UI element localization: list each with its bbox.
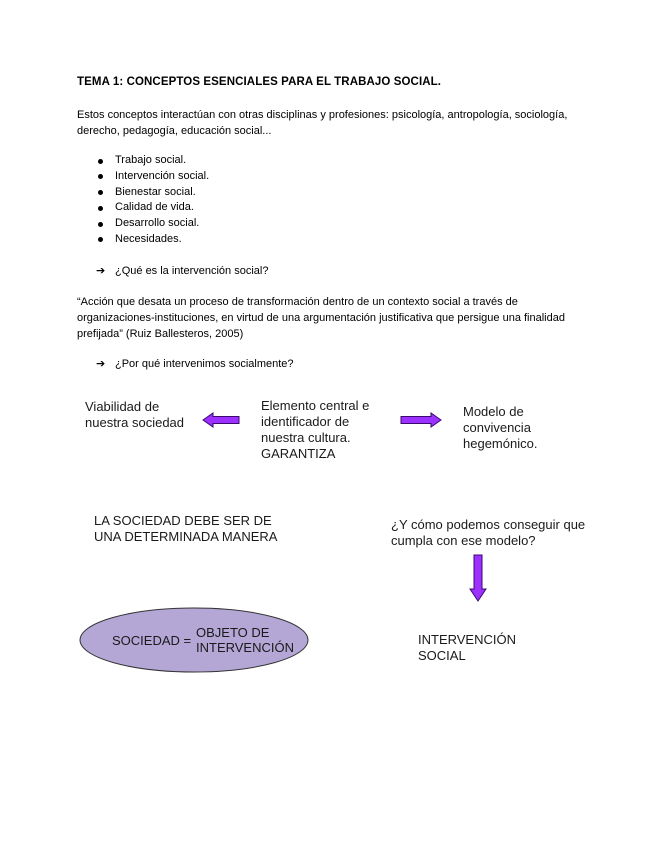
social-intervention-box: INTERVENCIÓN SOCIAL <box>418 632 516 663</box>
list-item: Desarrollo social. <box>96 216 209 232</box>
ellipse-society-label: SOCIEDAD = <box>112 633 192 648</box>
right-arrow-icon: ➔ <box>96 358 106 370</box>
ellipse-object-label: OBJETO DE INTERVENCIÓN <box>196 625 294 655</box>
hegemonic-model-box: Modelo de convivencia hegemónico. <box>463 404 538 451</box>
question-box: ¿Y cómo podemos conseguir que cumpla con ese modelo? <box>391 517 586 548</box>
society-statement: LA SOCIEDAD DEBE SER DE UNA DETERMINADA MANERA <box>94 513 278 544</box>
left-arrow-icon <box>203 413 239 427</box>
list-item: Calidad de vida. <box>96 200 209 216</box>
list-item: Intervención social. <box>96 169 209 185</box>
down-arrow-icon <box>470 555 486 601</box>
right-arrow-icon: ➔ <box>96 265 106 277</box>
page-title: TEMA 1: CONCEPTOS ESENCIALES PARA EL TRABAJO SOCIAL. <box>77 76 442 88</box>
intro-paragraph: Estos conceptos interactúan con otras disciplinas y profesiones: psicología, antropología, sociología, derecho, pedagogía, educación social... <box>77 109 568 137</box>
list-item: Necesidades. <box>96 232 209 248</box>
quote-paragraph: “Acción que desata un proceso de transformación dentro de un contexto social a través de organizaciones-instituciones, en virtud de una argumentación justificativa que persigue una finalidad prefijada” (Ruiz Ballesteros, 2005) <box>77 296 565 340</box>
question-text: ¿Qué es la intervención social? <box>115 265 269 277</box>
central-element-box: Elemento central e identificador de nuestra cultura. GARANTIZA <box>261 398 370 461</box>
list-item: Bienestar social. <box>96 185 209 201</box>
right-arrow-icon <box>401 413 441 427</box>
list-item: Trabajo social. <box>96 153 209 169</box>
viability-box: Viabilidad de nuestra sociedad <box>85 399 185 430</box>
question-text: ¿Por qué intervenimos socialmente? <box>115 358 294 370</box>
